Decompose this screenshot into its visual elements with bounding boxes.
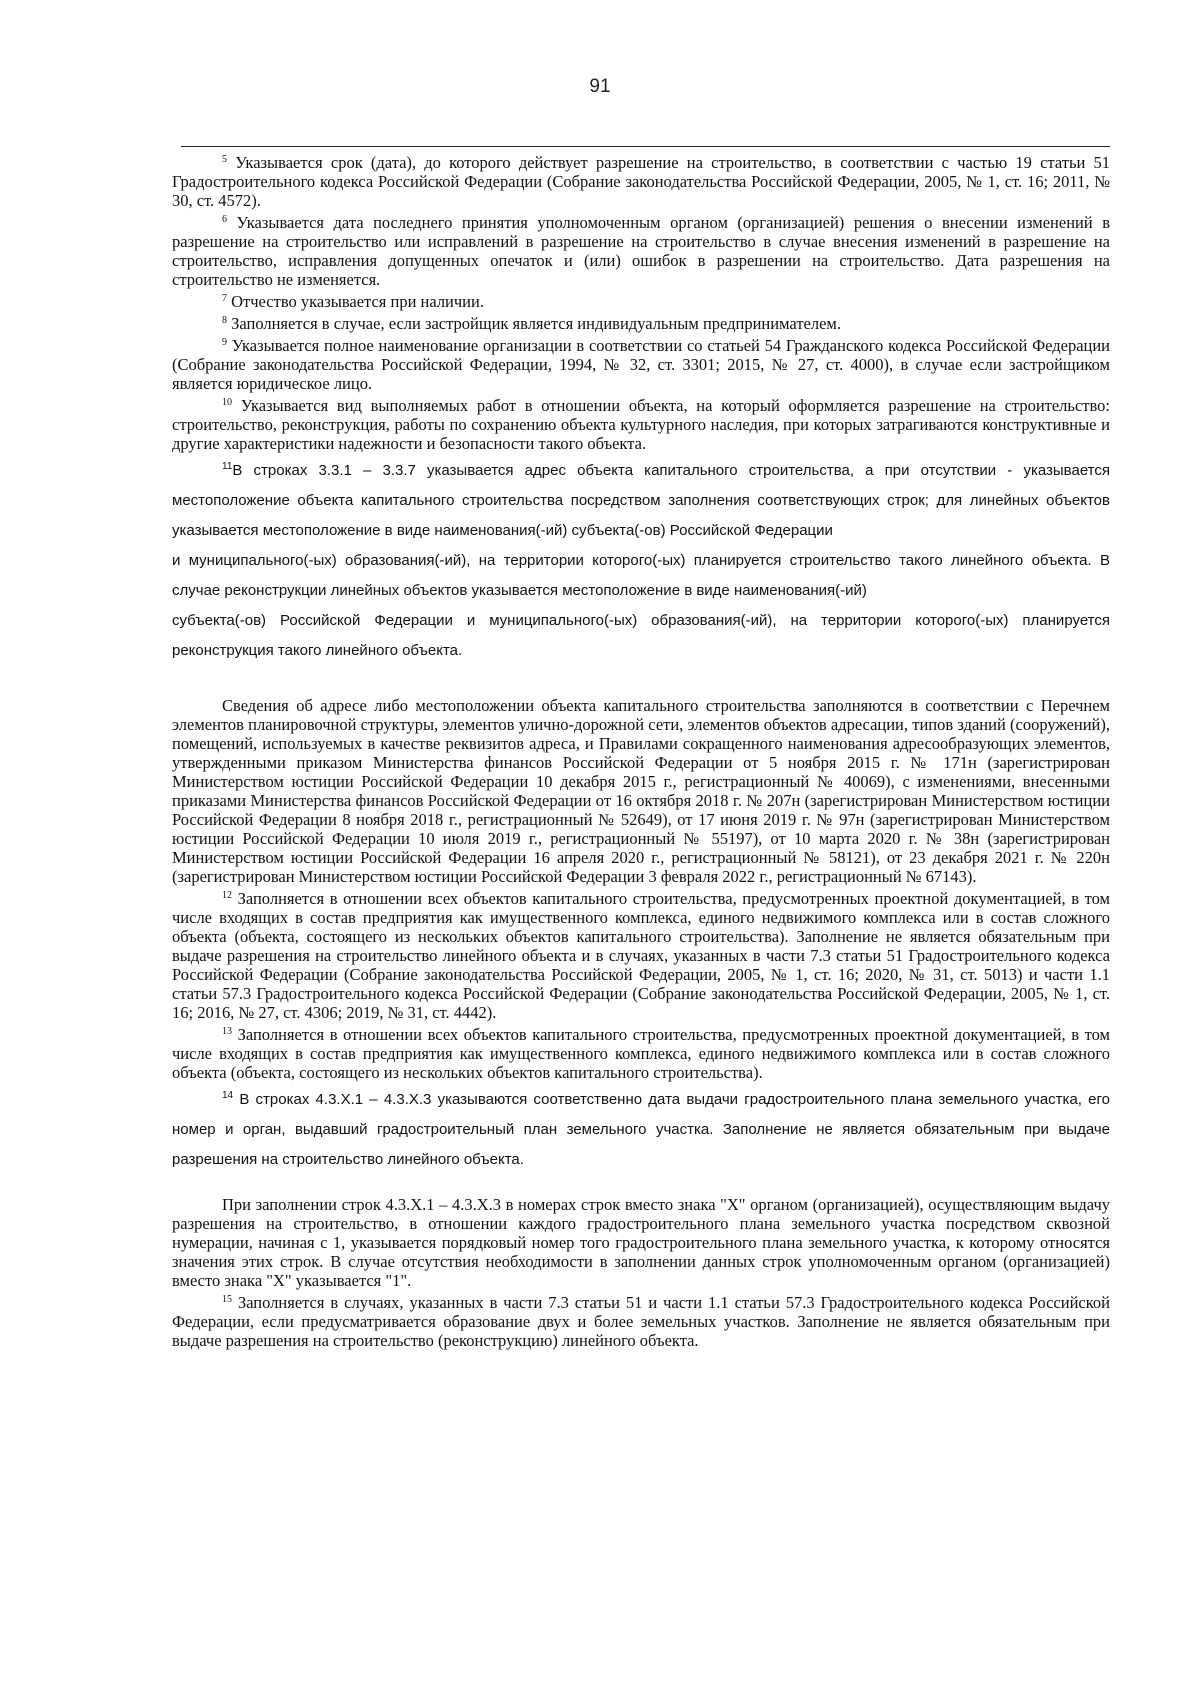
address-note: Сведения об адресе либо местоположении объекта капитального строительства заполняются в соответствии с Перечнем элементов планировочной структуры, элементов улично-дорожной сети, элементов объектов адресации, типов зданий (сооружений), помещений, используемых в качестве реквизитов адреса, и Правилами сокращенного наименования адресообразующих элементов, утвержденными приказом Министерства финансов Российской Федерации от 5 ноября 2015 г. № 171н (зарегистрирован Министерством юстиции Российской Федерации 10 декабря 2015 г., регистрационный № 40069), с изменениями, внесенными приказами Министерства финансов Российской Федерации от 16 октября 2018 г. № 207н (зарегистрирован Министерством юстиции Российской Федерации 8 ноября 2018 г., регистрационный № 52649), от 17 июня 2019 г. № 97н (зарегистрирован Министерством юстиции Российской Федерации 10 июля 2019 г., регистрационный № 55197), от 10 марта 2020 г. № 38н (зарегистрирован Министерством юстиции Российской Федерации 16 апреля 2020 г., регистрационный № 58121), от 23 декабря 2021 г. № 220н (зарегистрирован Министерством юстиции Российской Федерации 3 февраля 2022 г., регистрационный № 67143). <box>172 696 1110 886</box>
footnote-text: Указывается дата последнего принятия уполномоченным органом (организацией) решения о внесении изменений в разрешение на строительство или исправлений в разрешение на строительство в случае внесения изменений в разрешение на строительство, исправления допущенных опечаток и (или) ошибок в разрешении на строительство. Дата разрешения на строительство не изменяется. <box>172 213 1111 289</box>
footnote-7 <box>172 292 1110 311</box>
footnote-text: Указывается срок (дата), до которого действует разрешение на строительство, в соответствии с частью 19 статьи 51 Градостроительного кодекса Российской Федерации (Собрание законодательства Российской Федерации, 2005, № 1, ст. 16; 2011, № 30, ст. 4572). <box>172 153 1110 210</box>
footnote-13 <box>172 1025 1110 1082</box>
spacer <box>172 666 1110 696</box>
footnote-number: 6 <box>222 214 227 225</box>
footnote-number: 11 <box>222 461 233 472</box>
footnote-8 <box>172 314 1110 333</box>
footnote-number: 5 <box>222 154 227 165</box>
footnote-text: Отчество указывается при наличии. <box>231 292 484 311</box>
footnotes-block <box>172 153 1110 1353</box>
footnote-number: 15 <box>222 1294 232 1305</box>
footnote-text: Заполняется в отношении всех объектов капитального строительства, предусмотренных проектной документацией, в том числе входящих в состав предприятия как имущественного комплекса, единого недвижимого комплекса или в состав сложного объекта (объекта, состоящего из нескольких объектов капитального строительства). Заполнение не является обязательным при выдаче разрешения на строительство линейного объекта и в случаях, указанных в части 7.3 статьи 51 Градостроительного кодекса Российской Федерации (Собрание законодательства Российской Федерации, 2005, № 1, ст. 16; 2020, № 31, ст. 5013) и части 1.1 статьи 57.3 Градостроительного кодекса Российской Федерации (Собрание законодательства Российской Федерации, 2005, № 1, ст. 16; 2016, № 27, ст. 4306; 2019, № 31, ст. 4442). <box>172 889 1110 1022</box>
footnote-text: В строках 4.3.Х.1 – 4.3.Х.3 указываются соответственно дата выдачи градостроительного плана земельного участка, его номер и орган, выдавший градостроительный план земельного участка. Заполнение не является обязательным при выдаче разрешения на строительство линейного объекта. <box>172 1091 1110 1168</box>
footnote-9 <box>172 336 1110 393</box>
page-number: 91 <box>589 76 611 97</box>
footnote-text: Указывается вид выполняемых работ в отношении объекта, на который оформляется разрешение на строительство: строительство, реконструкция, работы по сохранению объекта культурного наследия, при которых затрагиваются конструктивные и другие характеристики надежности и безопасности такого объекта. <box>172 396 1110 453</box>
footnote-11-part2: и муниципального(-ых) образования(-ий), на территории которого(-ых) планируется строительство такого линейного объекта. В случае реконструкции линейных объектов указывается местоположение в виде наименования(-ий) <box>172 552 1110 599</box>
footnote-text: Заполняется в случае, если застройщик является индивидуальным предпринимателем. <box>231 314 841 333</box>
footnote-number: 14 <box>222 1090 234 1101</box>
footnote-text: Заполняется в отношении всех объектов капитального строительства, предусмотренных проектной документацией, в том числе входящих в состав предприятия как имущественного комплекса, единого недвижимого комплекса или в состав сложного объекта (объекта, состоящего из нескольких объектов капитального строительства). <box>172 1025 1110 1082</box>
footnote-text: В строках 3.3.1 – 3.3.7 указывается адрес объекта капитального строительства, а при отсутствии - указывается местоположение объекта капитального строительства посредством заполнения соответствующих строк; для линейных объектов указывается местоположение в виде наименования(-ий) субъекта(-ов) Российской Федерации <box>172 462 1110 539</box>
footnote-10 <box>172 396 1110 453</box>
footnote-number: 13 <box>222 1026 232 1037</box>
footnote-number: 8 <box>222 315 227 326</box>
footnote-text: Заполняется в случаях, указанных в части 7.3 статьи 51 и части 1.1 статьи 57.3 Градостроительного кодекса Российской Федерации, если предусматривается образование двух и более земельных участков. Заполнение не является обязательным при выдаче разрешения на строительство (реконструкцию) линейного объекта. <box>172 1293 1110 1350</box>
footnote-text: Указывается полное наименование организации в соответствии со статьей 54 Гражданского кодекса Российской Федерации (Собрание законодательства Российской Федерации, 1994, № 32, ст. 3301; 2015, № 27, ст. 4000), в случае если застройщиком является юридическое лицо. <box>172 336 1111 393</box>
footnote-12 <box>172 889 1110 1022</box>
footnote-11-part1 <box>172 456 1110 546</box>
spacer <box>172 1175 1110 1195</box>
footnote-number: 10 <box>222 397 232 408</box>
footnote-6 <box>172 213 1110 289</box>
footnote-5 <box>172 153 1110 210</box>
footnote-separator <box>181 146 1110 147</box>
footnote-number: 7 <box>222 293 227 304</box>
footnote-14 <box>172 1085 1110 1175</box>
footnote-15 <box>172 1293 1110 1350</box>
footnote-number: 12 <box>222 890 232 901</box>
numbering-note: При заполнении строк 4.3.Х.1 – 4.3.Х.3 в номерах строк вместо знака "Х" органом (организацией), осуществляющим выдачу разрешения на строительство, в отношении каждого градостроительного плана земельного участка посредством сквозной нумерации, начиная с 1, указывается порядковый номер того градостроительного плана земельного участка, к которому относятся значения этих строк. В случае отсутствия необходимости в заполнении данных строк уполномоченным органом (организацией) вместо знака "Х" указывается "1". <box>172 1195 1110 1290</box>
footnote-11-part3: субъекта(-ов) Российской Федерации и муниципального(-ых) образования(-ий), на территории которого(-ых) планируется реконструкция такого линейного объекта. <box>172 612 1110 659</box>
footnote-number: 9 <box>222 337 227 348</box>
